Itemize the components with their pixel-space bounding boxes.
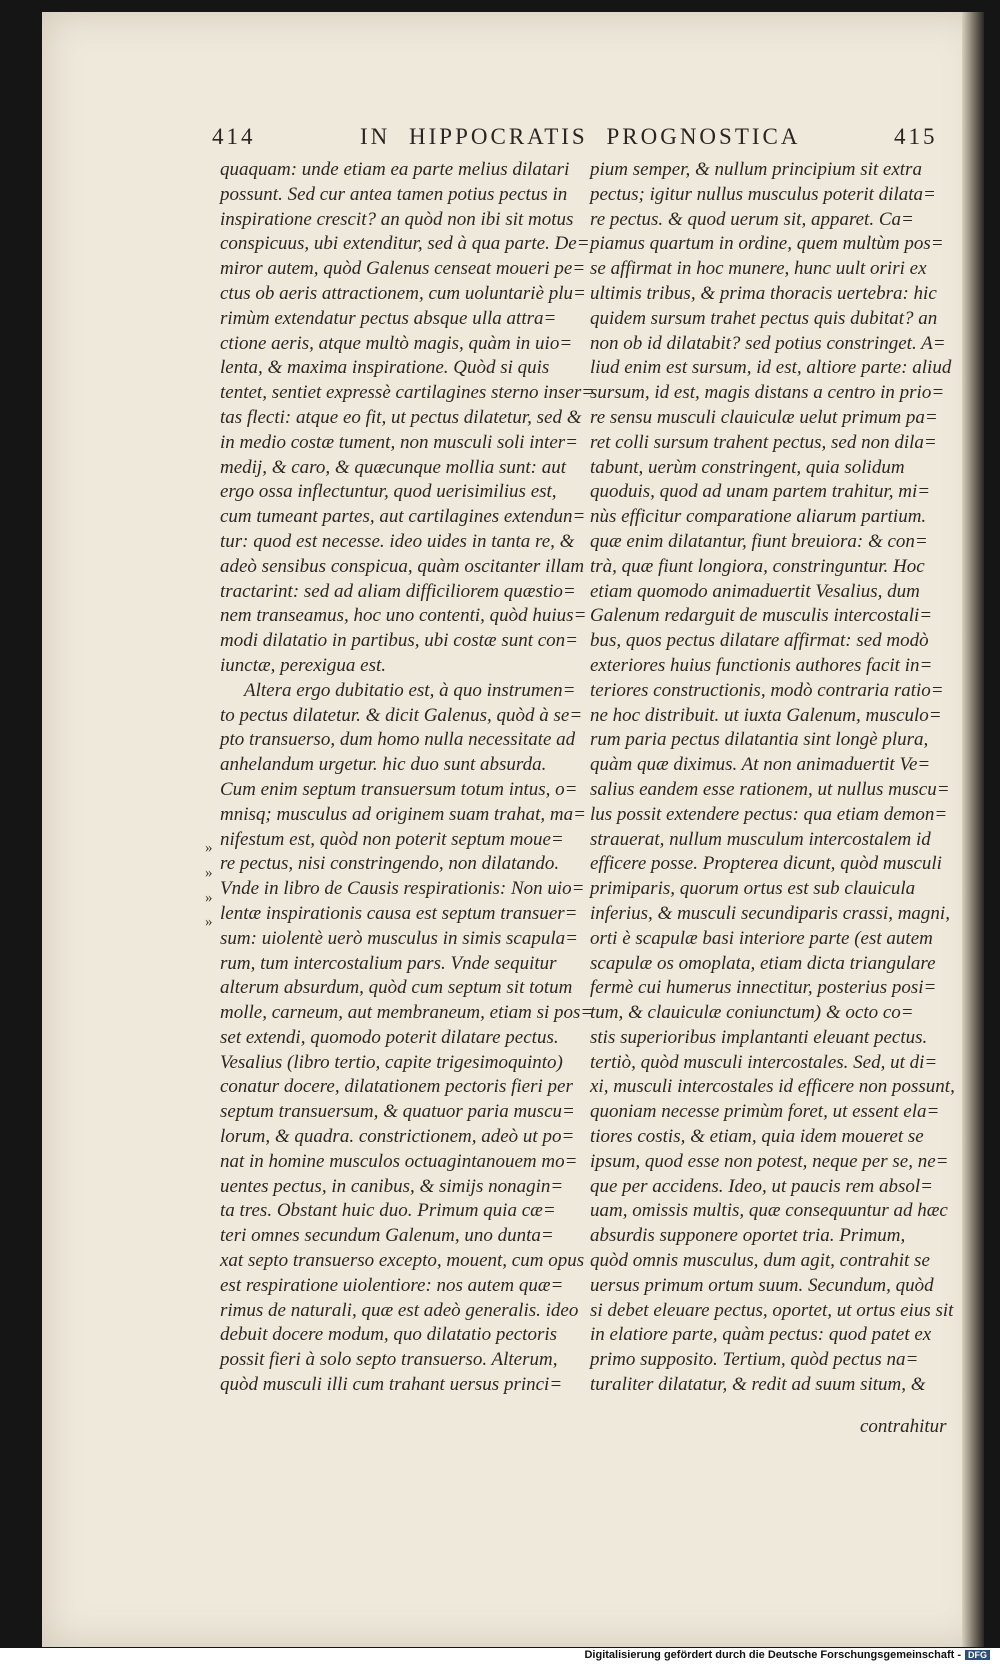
text-line: ne hoc distribuit. ut iuxta Galenum, musculo= bbox=[590, 704, 942, 726]
text-line: inferius, & musculi secundiparis crassi, magni, bbox=[590, 902, 950, 924]
text-line: quoniam necesse primùm foret, ut essent ela= bbox=[590, 1101, 940, 1123]
text-line: orti è scapulæ basi interiore parte (est autem bbox=[590, 927, 933, 949]
text-line: modi dilatatio in partibus, ubi costæ sunt con= bbox=[220, 630, 579, 652]
text-line: strauerat, nullum musculum intercostalem id bbox=[590, 828, 931, 850]
text-line: alterum absurdum, quòd cum septum sit totum bbox=[220, 977, 573, 999]
text-line: tabunt, uerùm constringent, quia solidum bbox=[590, 456, 905, 478]
text-line: inspiratione crescit? an quòd non ibi sit motus bbox=[220, 208, 574, 230]
text-line: re pectus. & quod uerum sit, apparet. Ca= bbox=[590, 208, 914, 230]
text-line: efficere posse. Propterea dicunt, quòd musculi bbox=[590, 853, 942, 875]
text-line: stis superioribus implantanti eleuant pectus. bbox=[590, 1026, 928, 1048]
text-line: liud enim est sursum, id est, altiore parte: aliud bbox=[590, 357, 952, 379]
page-header bbox=[42, 124, 984, 156]
text-line: nem transeamus, hoc uno contenti, quòd huius= bbox=[220, 605, 587, 627]
text-line: lenta, & maxima inspiratione. Quòd si quis bbox=[220, 357, 550, 379]
dfg-logo: DFG bbox=[965, 1650, 990, 1660]
digitization-footer bbox=[0, 1648, 1000, 1664]
text-line: tertiò, quòd musculi intercostales. Sed, ut di= bbox=[590, 1051, 938, 1073]
text-line: Vnde in libro de Causis respirationis: Non uio= bbox=[220, 878, 585, 900]
text-line: miror autem, quòd Galenus censeat moueri pe= bbox=[220, 258, 586, 280]
text-line: sursum, id est, magis distans a centro in prio= bbox=[590, 382, 945, 404]
text-line: primo supposito. Tertium, quòd pectus na= bbox=[590, 1349, 919, 1371]
text-line: quoduis, quod ad unam partem trahitur, mi= bbox=[590, 481, 931, 503]
text-line: Vesalius (libro tertio, capite trigesimoquinto) bbox=[220, 1051, 563, 1073]
text-line: ipsum, quod esse non potest, neque per se, ne= bbox=[590, 1150, 949, 1172]
footer-credit: Digitalisierung gefördert durch die Deutsche Forschungsgemeinschaft - bbox=[584, 1649, 961, 1661]
text-line: quòd musculi illi cum trahant uersus princi= bbox=[220, 1374, 563, 1396]
text-line: xi, musculi intercostales id efficere non possunt, bbox=[590, 1076, 955, 1098]
margin-marker: » bbox=[205, 914, 213, 930]
text-line: lus possit extendere pectus: qua etiam demon= bbox=[590, 803, 948, 825]
text-line: ctus ob aeris attractionem, cum uoluntariè plu= bbox=[220, 282, 586, 304]
text-line: anhelandum urgetur. hic duo sunt absurda. bbox=[220, 754, 547, 776]
text-line: turaliter dilatatur, & redit ad suum situm, & bbox=[590, 1374, 926, 1396]
text-line: rimus de naturali, quæ est adeò generalis. ideo bbox=[220, 1299, 579, 1321]
text-line: debuit docere modum, quo dilatatio pectoris bbox=[220, 1324, 558, 1346]
text-line: sum: uiolentè uerò musculus in simis scapula= bbox=[220, 927, 578, 949]
text-line: ergo ossa inflectuntur, quod uerisimilius est, bbox=[220, 481, 557, 503]
text-line: piamus quartum in ordine, quem multùm pos= bbox=[590, 233, 944, 255]
text-line: conspicuus, ubi extenditur, sed à qua parte. De= bbox=[220, 233, 590, 255]
text-line: quaquam: unde etiam ea parte melius dilatari bbox=[220, 159, 570, 180]
text-line: primiparis, quorum ortus est sub clauicula bbox=[590, 878, 916, 900]
text-line: lorum, & quadra. constrictionem, adeò ut po= bbox=[220, 1126, 575, 1148]
text-line: mnisq; musculus ad originem suam trahat, ma= bbox=[220, 803, 586, 825]
text-line: quòd omnis musculus, dum agit, contrahit se bbox=[590, 1250, 930, 1272]
text-line: rum, tum intercostalium pars. Vnde sequitur bbox=[220, 952, 557, 974]
text-line: etiam quomodo animaduertit Vesalius, dum bbox=[590, 580, 920, 602]
footer-text bbox=[584, 1649, 990, 1661]
text-line: adeò sensibus conspicua, quàm oscitanter illam bbox=[220, 555, 585, 577]
text-line: ultimis tribus, & prima thoracis uertebra: hic bbox=[590, 282, 937, 304]
text-line: pectus; igitur nullus musculus poterit dilata= bbox=[590, 183, 936, 205]
text-line: molle, carneum, aut membraneum, etiam si pos= bbox=[220, 1002, 594, 1024]
text-line: tractarint: sed ad aliam difficiliorem quæstio= bbox=[220, 580, 576, 602]
text-line: Galenum redarguit de musculis intercostali= bbox=[590, 605, 933, 627]
text-line: ret colli sursum trahent pectus, sed non dila= bbox=[590, 431, 937, 453]
text-line: que per accidens. Ideo, ut paucis rem absol= bbox=[590, 1175, 933, 1197]
text-line: septum transuersum, & quatuor paria muscu= bbox=[220, 1101, 575, 1123]
text-line: re pectus, nisi constringendo, non dilatando. bbox=[220, 853, 560, 875]
text-line: Cum enim septum transuersum totum intus, o= bbox=[220, 778, 578, 800]
text-line: medij, & caro, & quæcunque mollia sunt: aut bbox=[220, 456, 567, 478]
text-line: nat in homine musculos octuagintanouem mo= bbox=[220, 1150, 578, 1172]
text-line: conatur docere, dilatationem pectoris fieri per bbox=[220, 1076, 573, 1098]
text-line: iunctæ, perexigua est. bbox=[220, 654, 387, 676]
text-line: ta tres. Obstant huic duo. Primum quia cæ= bbox=[220, 1200, 556, 1222]
text-line: set extendi, quomodo poterit dilatare pectus. bbox=[220, 1026, 559, 1048]
text-line: non ob id dilatabit? sed potius constringet. A= bbox=[590, 332, 946, 354]
left-text-column bbox=[220, 158, 595, 1398]
margin-marker: » bbox=[205, 840, 213, 856]
text-line: si debet eleuare pectus, oportet, ut ortus eius sit bbox=[590, 1299, 954, 1321]
text-line: uam, omissis multis, quæ consequuntur ad hæc bbox=[590, 1200, 948, 1222]
text-line: xat septo transuerso excepto, mouent, cum opus bbox=[220, 1250, 585, 1272]
text-line: teri omnes secundum Galenum, uno dunta= bbox=[220, 1225, 554, 1247]
text-line: fermè cui humerus innectitur, posterius posi= bbox=[590, 977, 937, 999]
text-line: pium semper, & nullum principium sit extra bbox=[590, 159, 922, 180]
margin-marker: » bbox=[205, 865, 213, 881]
text-line: quàm quæ diximus. At non animaduertit Ve= bbox=[590, 754, 931, 776]
text-line: to pectus dilatetur. & dicit Galenus, quòd à se= bbox=[220, 704, 583, 726]
text-line: uersus primum ortum suum. Secundum, quòd bbox=[590, 1274, 934, 1296]
margin-marker: » bbox=[205, 890, 213, 906]
text-line: in elatiore parte, quàm pectus: quod patet ex bbox=[590, 1324, 932, 1346]
text-line: tur: quod est necesse. ideo uides in tanta re, & bbox=[220, 530, 575, 552]
text-line: tas flecti: atque eo fit, ut pectus dilatetur, sed & bbox=[220, 406, 582, 428]
page-gutter bbox=[962, 12, 984, 1647]
text-line: Altera ergo dubitatio est, à quo instrumen= bbox=[244, 679, 576, 701]
catchword: contrahitur bbox=[860, 1416, 947, 1437]
text-line: teriores constructionis, modò contraria ratio= bbox=[590, 679, 944, 701]
text-line: possunt. Sed cur antea tamen potius pectus in bbox=[220, 183, 568, 205]
text-line: salius eandem esse rationem, ut nullus muscu= bbox=[590, 778, 950, 800]
text-line: exteriores huius functionis authores facit in= bbox=[590, 654, 933, 676]
text-line: pto transuerso, dum homo nulla necessitate ad bbox=[220, 729, 576, 751]
text-line: quidem sursum trahet pectus quis dubitat? an bbox=[590, 307, 938, 329]
text-line: possit fieri à solo septo transuerso. Alterum, bbox=[220, 1349, 558, 1371]
text-line: rum paria pectus dilatantia sint longè plura, bbox=[590, 729, 929, 751]
text-line: ctione aeris, atque multò magis, quàm in uio= bbox=[220, 332, 573, 354]
right-text-column bbox=[590, 158, 955, 1398]
text-line: tentet, sentiet expressè cartilagines sterno inser= bbox=[220, 382, 595, 404]
text-line: lentæ inspirationis causa est septum transuer= bbox=[220, 902, 578, 924]
text-line: re sensu musculi clauiculæ uelut primum pa= bbox=[590, 406, 938, 428]
text-line: rimùm extendatur pectus absque ulla attra= bbox=[220, 307, 557, 329]
text-line: scapulæ os omoplata, etiam dicta triangulare bbox=[590, 952, 936, 974]
text-line: cum tumeant partes, aut cartilagines extendun= bbox=[220, 506, 586, 528]
text-line: nùs efficitur comparatione aliarum partium. bbox=[590, 506, 927, 528]
text-line: se affirmat in hoc munere, hunc uult oriri ex bbox=[590, 258, 927, 280]
text-line: in medio costæ tument, non musculi soli inter= bbox=[220, 431, 578, 453]
text-line: quæ enim dilatantur, fiunt breuiora: & con= bbox=[590, 530, 928, 552]
text-line: trà, quæ fiunt longiora, constringuntur. Hoc bbox=[590, 555, 925, 577]
text-line: est respiratione uiolentiore: nos autem quæ= bbox=[220, 1274, 564, 1296]
text-line: tiores costis, & etiam, quia idem moueret se bbox=[590, 1126, 924, 1148]
folio-right: 415 bbox=[894, 124, 938, 149]
text-line: absurdis supponere oportet tria. Primum, bbox=[590, 1225, 906, 1247]
text-line: uentes pectus, in canibus, & simijs nonagin= bbox=[220, 1175, 564, 1197]
text-line: bus, quos pectus dilatare affirmat: sed modò bbox=[590, 630, 929, 652]
text-line: tum, & clauiculæ coniunctum) & octo co= bbox=[590, 1002, 914, 1024]
text-line: nifestum est, quòd non poterit septum moue= bbox=[220, 828, 564, 850]
running-head: IN HIPPOCRATIS PROGNOSTICA bbox=[360, 124, 801, 149]
folio-left: 414 bbox=[212, 124, 256, 149]
